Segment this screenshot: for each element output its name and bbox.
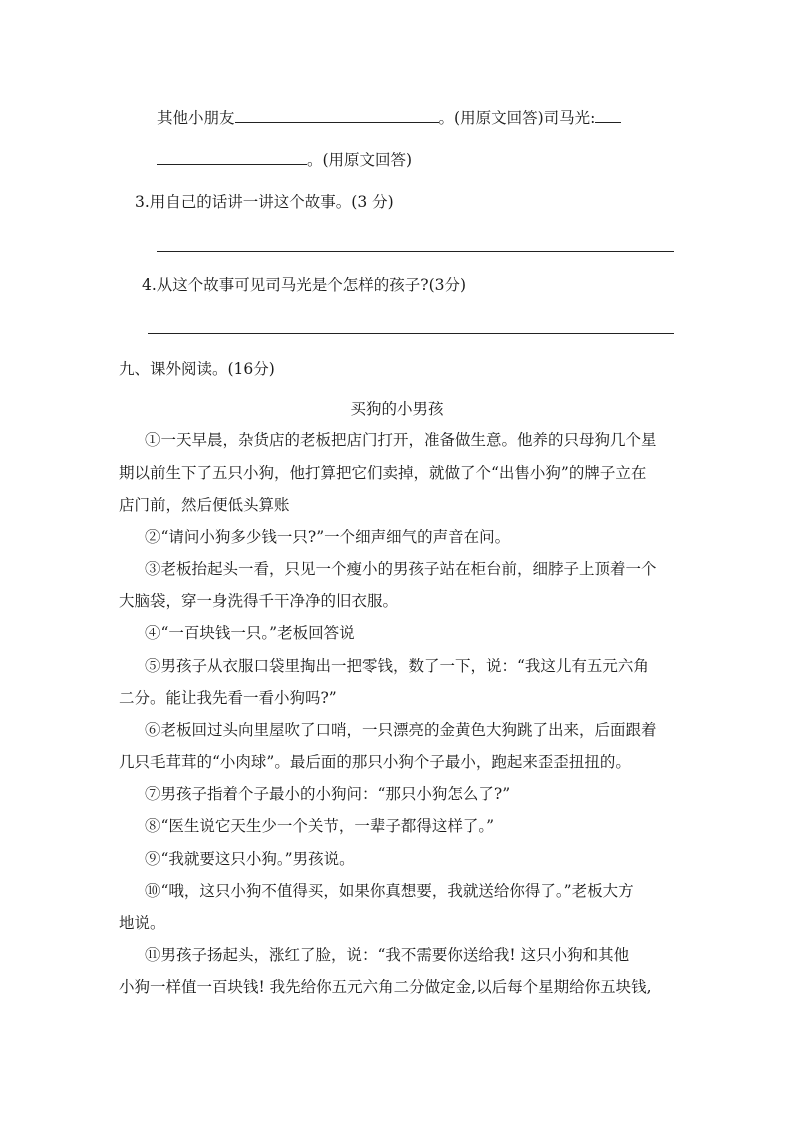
story-line: 几只毛茸茸的“小肉球”。最后面的那只小狗个子最小，跑起来歪歪扭扭的。 — [119, 753, 631, 771]
story-line: ⑨“我就要这只小狗。”男孩说。 — [145, 850, 355, 868]
story-line: 地说。 — [119, 914, 166, 932]
question-3: 3.用自己的话讲一讲这个故事。(3 分) — [135, 193, 394, 211]
story-line: ⑪男孩子扬起头，涨红了脸，说：“我不需要你送给我! 这只小狗和其他 — [145, 946, 630, 964]
answer-blank-2[interactable] — [595, 106, 621, 123]
story-line: ⑩“哦，这只小狗不值得买，如果你真想要，我就送给你得了。”老板大方 — [145, 882, 634, 900]
answer-line-q4[interactable] — [148, 333, 674, 334]
section-9-heading: 九、课外阅读。(16分) — [119, 360, 275, 378]
story-line: ③老板抬起头一看，只见一个瘦小的男孩子站在柜台前，细脖子上顶着一个 — [145, 560, 657, 578]
story-line: 小狗一样值一百块钱! 我先给你五元六角二分做定金,以后每个星期给你五块钱, — [119, 978, 652, 996]
q2-text-mid: 。(用原文回答)司马光: — [438, 109, 596, 127]
q2-text-before: 其他小朋友 — [157, 109, 235, 127]
story-line: ②“请问小狗多少钱一只?”一个细声细气的声音在问。 — [145, 528, 511, 546]
question-4: 4.从这个故事可见司马光是个怎样的孩子?(3分) — [142, 276, 467, 294]
story-line: ⑦男孩子指着个子最小的小狗问：“那只小狗怎么了?” — [145, 785, 511, 803]
story-line: 期以前生下了五只小狗，他打算把它们卖掉，就做了个“出售小狗”的牌子立在 — [119, 464, 647, 482]
answer-line-q3[interactable] — [157, 251, 674, 252]
story-line: ①一天早晨，杂货店的老板把店门打开，准备做生意。他养的只母狗几个星 — [145, 431, 657, 449]
answer-blank-3[interactable] — [157, 148, 307, 165]
answer-blank-1[interactable] — [235, 106, 439, 123]
story-title: 买狗的小男孩 — [350, 400, 444, 418]
q2-line-2 — [157, 148, 412, 170]
story-line: ⑧“医生说它天生少一个关节，一辈子都得这样了。” — [145, 817, 495, 835]
q2-line-1 — [157, 106, 621, 128]
story-line: 二分。能让我先看一看小狗吗?” — [119, 689, 337, 707]
story-line: ⑤男孩子从衣服口袋里掏出一把零钱，数了一下，说：“我这儿有五元六角 — [145, 657, 649, 675]
story-line: ⑥老板回过头向里屋吹了口哨，一只漂亮的金黄色大狗跳了出来，后面跟着 — [145, 721, 657, 739]
story-line: ④“一百块钱一只。”老板回答说 — [145, 624, 355, 642]
story-line: 大脑袋，穿一身洗得千干净净的旧衣服。 — [119, 592, 399, 610]
story-line: 店门前，然后便低头算账 — [119, 496, 290, 514]
q2-text-after: 。(用原文回答) — [307, 151, 413, 169]
